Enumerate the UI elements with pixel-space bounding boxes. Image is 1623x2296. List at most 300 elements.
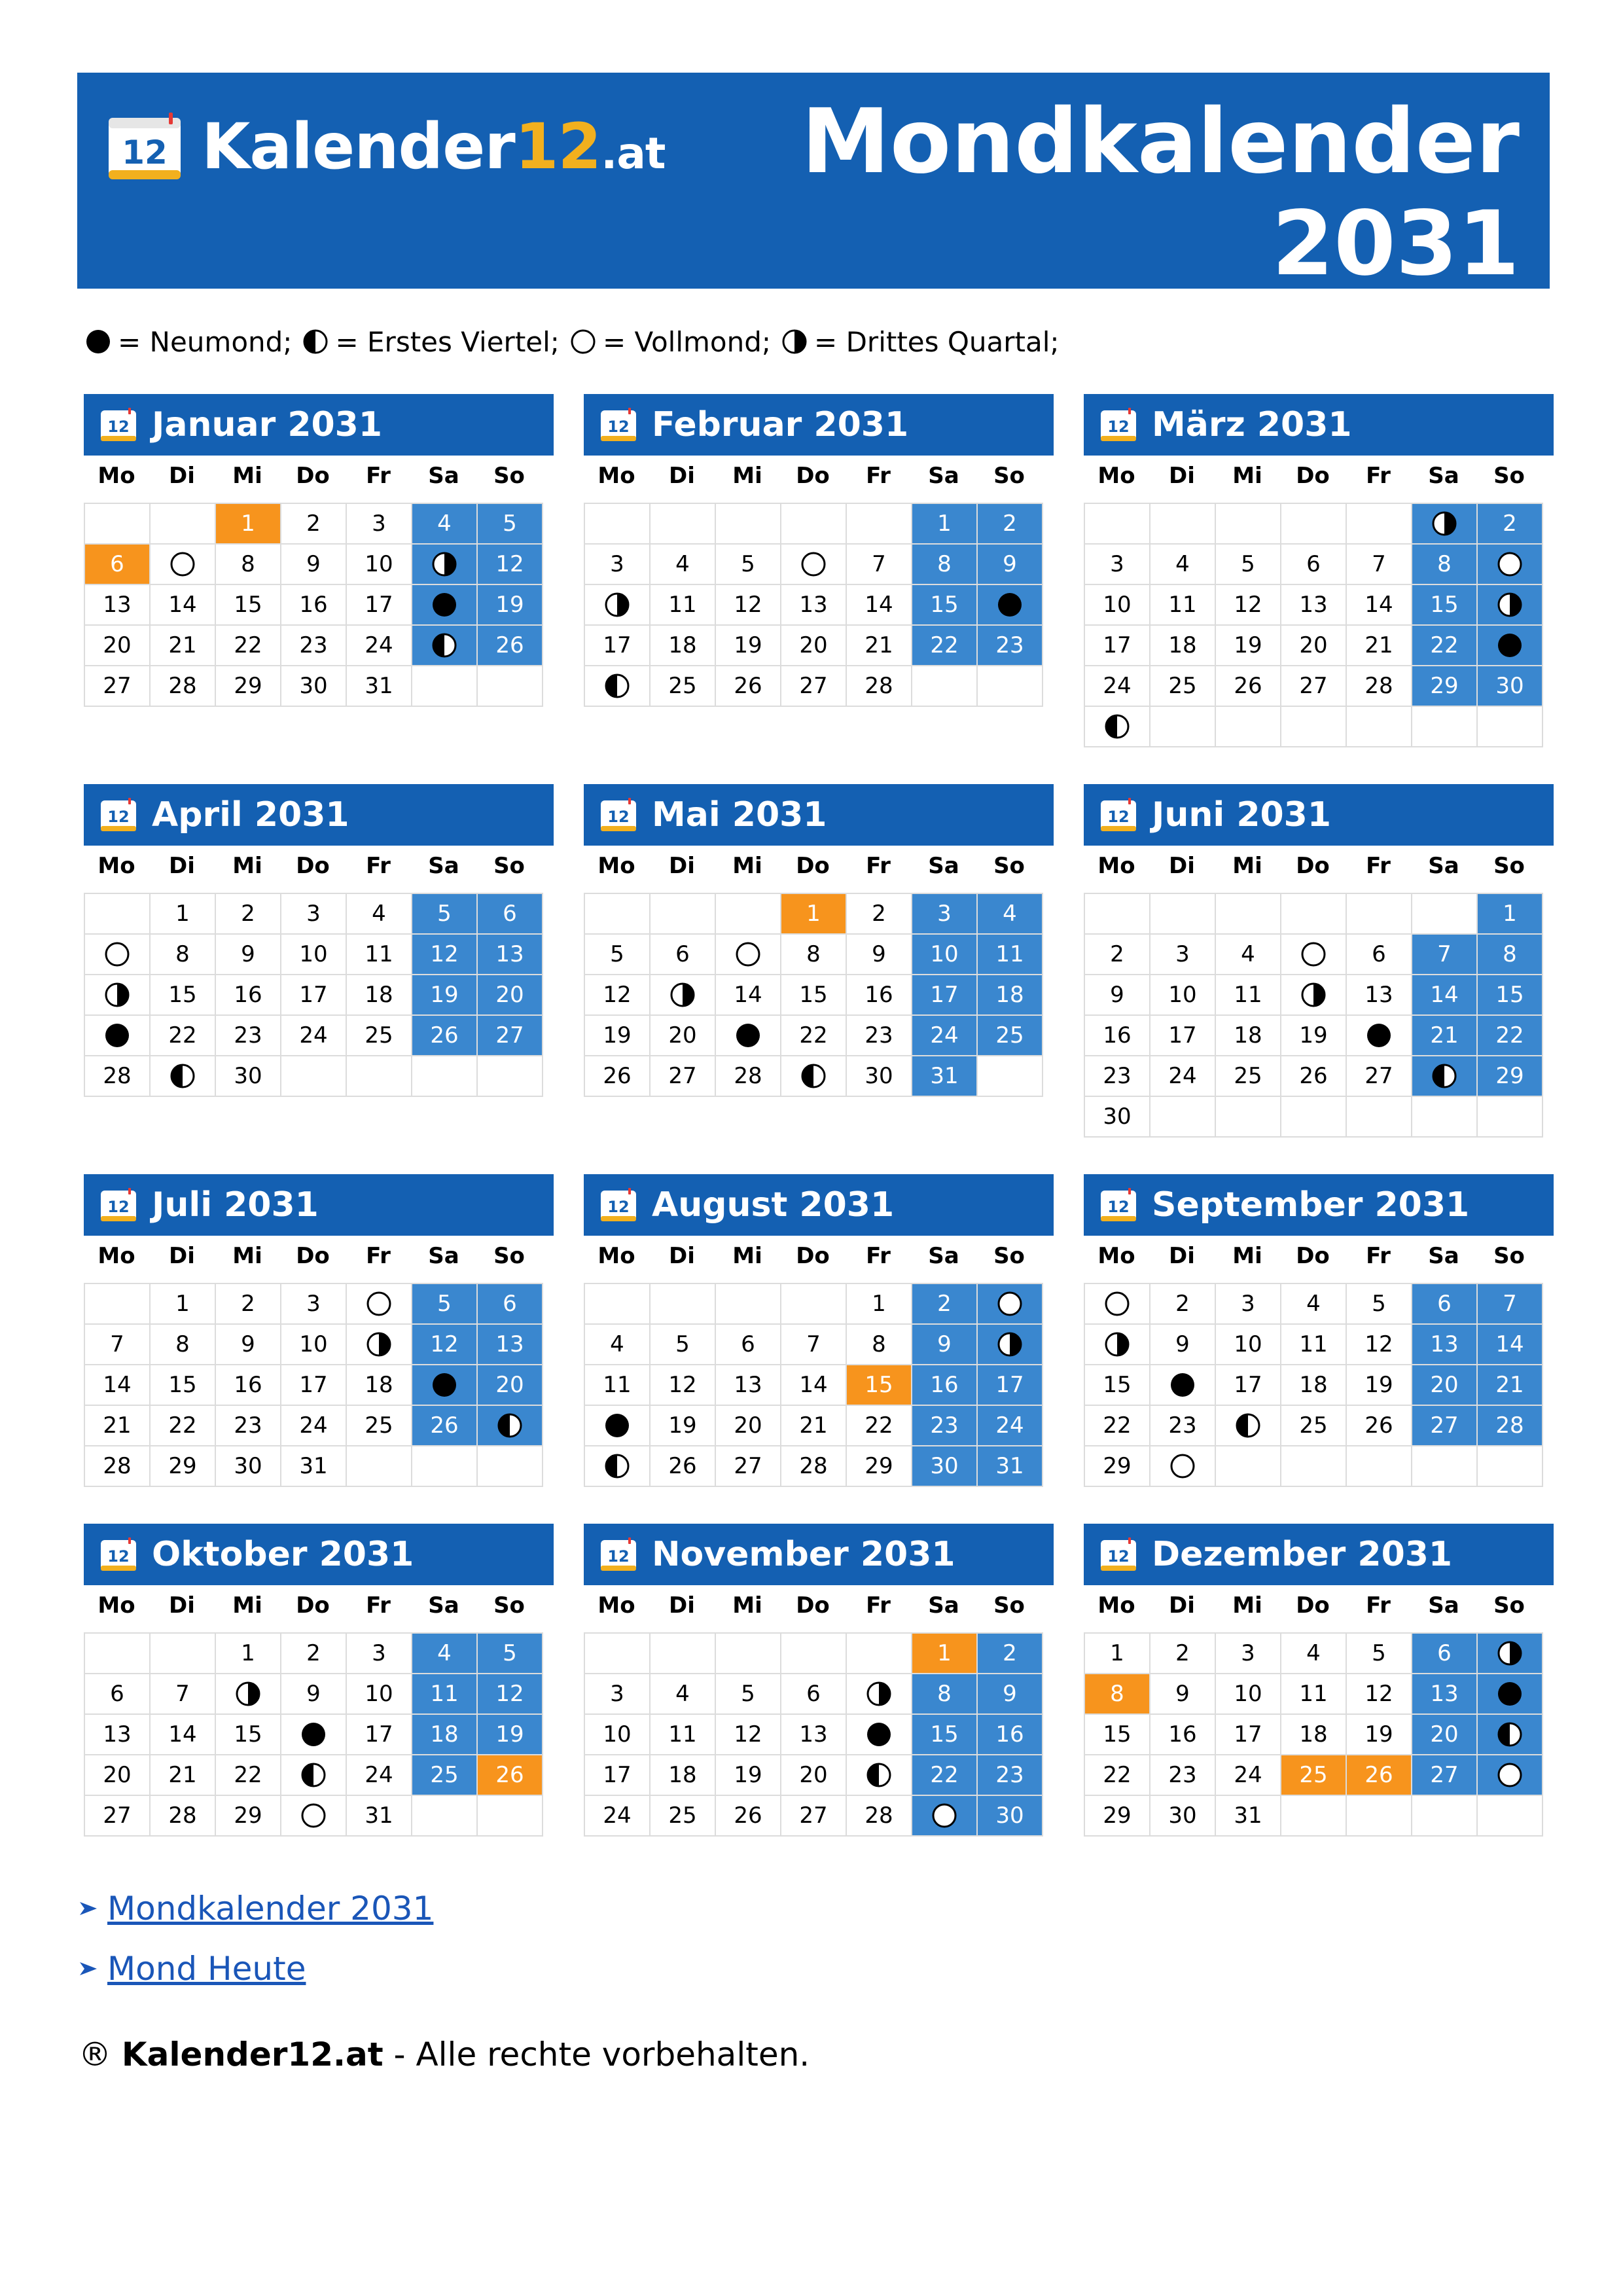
full-moon-icon (1104, 1291, 1130, 1317)
full-moon-icon (1300, 941, 1327, 967)
day-cell: 6 (1346, 933, 1412, 975)
day-cell (911, 1795, 978, 1837)
first-quarter-icon (800, 1063, 827, 1089)
day-cell: 22 (1084, 1405, 1150, 1446)
day-cell: 10 (911, 933, 978, 975)
empty-day-cell (1346, 503, 1412, 545)
weekday-label: Do (296, 1592, 330, 1619)
first-quarter-icon (1431, 1063, 1457, 1089)
day-cell: 31 (346, 665, 412, 707)
day-cell: 11 (1149, 584, 1216, 626)
day-cell: 14 (149, 1713, 216, 1755)
empty-day-cell (1476, 706, 1543, 747)
month-calendar (84, 394, 554, 706)
day-cell: 12 (1346, 1673, 1412, 1715)
day-cell: 22 (149, 1405, 216, 1446)
empty-day-cell (1149, 503, 1216, 545)
third-quarter-icon (997, 1331, 1023, 1357)
weekday-label: Sa (928, 1592, 959, 1619)
day-cell: 14 (149, 584, 216, 626)
month-title: Februar 2031 (652, 405, 909, 444)
day-cell: 10 (280, 933, 347, 975)
full-moon-icon (931, 1803, 957, 1829)
weekday-label: Mo (98, 1592, 135, 1619)
weekday-label: Fr (1366, 463, 1391, 489)
day-cell: 27 (715, 1445, 781, 1487)
day-cell: 14 (846, 584, 912, 626)
calendar-icon-number: 12 (1107, 1547, 1130, 1566)
day-cell: 11 (1280, 1323, 1347, 1365)
weekday-label: Mi (232, 1592, 262, 1619)
first-quarter-icon (604, 673, 630, 699)
weekday-label: Mo (1097, 853, 1135, 879)
day-cell: 9 (280, 543, 347, 585)
weekday-label: So (1493, 1592, 1525, 1619)
third-quarter-icon (1300, 982, 1327, 1008)
day-cell: 10 (1215, 1673, 1281, 1715)
day-cell: 25 (411, 1754, 478, 1796)
day-cell: 8 (149, 933, 216, 975)
day-cell: 21 (149, 1754, 216, 1796)
empty-day-cell (411, 1445, 478, 1487)
day-cell: 11 (584, 1364, 651, 1406)
weekday-label: Do (1296, 1592, 1330, 1619)
empty-day-cell (1346, 893, 1412, 935)
calendar-icon-number: 12 (1107, 1198, 1130, 1216)
day-cell (649, 974, 716, 1016)
footer-links (79, 1878, 433, 1999)
weekday-header-row (84, 1585, 554, 1626)
empty-day-cell (1215, 893, 1281, 935)
weekday-label: Fr (1366, 1243, 1391, 1269)
weekday-header-row (584, 846, 1054, 886)
new-moon-icon (1497, 1681, 1523, 1707)
empty-day-cell (1476, 1445, 1543, 1487)
title-line-2: 2031 (1272, 192, 1520, 296)
day-cell: 23 (976, 1754, 1043, 1796)
day-cell: 23 (911, 1405, 978, 1446)
third-quarter-icon (1431, 511, 1457, 537)
link-mondkalender-2031[interactable]: Mondkalender 2031 (107, 1890, 434, 1928)
full-moon-icon (169, 551, 196, 577)
day-cell: 20 (649, 1014, 716, 1056)
day-cell: 12 (411, 1323, 478, 1365)
day-cell (584, 665, 651, 707)
weekday-label: Mi (232, 1243, 262, 1269)
day-cell: 7 (780, 1323, 847, 1365)
empty-day-cell (280, 1055, 347, 1097)
empty-day-cell (476, 1795, 543, 1837)
day-cell: 3 (584, 543, 651, 585)
empty-day-cell (584, 503, 651, 545)
month-title: Dezember 2031 (1152, 1535, 1453, 1574)
day-cell (411, 584, 478, 626)
day-cell: 11 (1215, 974, 1281, 1016)
day-cell: 21 (846, 624, 912, 666)
day-cell: 4 (1149, 543, 1216, 585)
day-cell: 30 (215, 1445, 281, 1487)
day-cell (584, 584, 651, 626)
day-cell: 1 (780, 893, 847, 935)
third-quarter-icon (235, 1681, 261, 1707)
day-cell: 23 (215, 1014, 281, 1056)
day-cell: 2 (1476, 503, 1543, 545)
month-header (84, 784, 554, 846)
calendar-icon (99, 797, 137, 833)
empty-day-cell (1411, 706, 1478, 747)
weekday-label: Sa (1428, 1243, 1459, 1269)
day-cell (1280, 974, 1347, 1016)
day-cell: 13 (1280, 584, 1347, 626)
day-cell: 6 (1411, 1283, 1478, 1325)
day-cell: 13 (715, 1364, 781, 1406)
day-cell: 20 (715, 1405, 781, 1446)
day-cell: 15 (846, 1364, 912, 1406)
weekday-label: Di (1169, 463, 1195, 489)
empty-day-cell (84, 1632, 151, 1674)
day-cell: 27 (649, 1055, 716, 1097)
day-cell: 30 (846, 1055, 912, 1097)
day-cell: 16 (911, 1364, 978, 1406)
day-grid (584, 503, 1054, 706)
day-cell: 25 (346, 1405, 412, 1446)
day-cell: 28 (84, 1055, 151, 1097)
day-cell: 29 (1084, 1795, 1150, 1837)
weekday-header-row (1084, 1236, 1554, 1276)
day-cell (84, 974, 151, 1016)
day-cell: 9 (1084, 974, 1150, 1016)
weekday-label: Fr (366, 1592, 391, 1619)
day-cell: 9 (976, 1673, 1043, 1715)
empty-day-cell (149, 1632, 216, 1674)
weekday-label: Do (796, 1243, 830, 1269)
weekday-label: Sa (428, 1592, 459, 1619)
empty-day-cell (1084, 503, 1150, 545)
empty-day-cell (649, 893, 716, 935)
day-cell: 16 (215, 974, 281, 1016)
day-cell: 24 (1084, 665, 1150, 707)
day-cell: 3 (1084, 543, 1150, 585)
day-cell: 23 (280, 624, 347, 666)
day-cell (846, 1673, 912, 1715)
day-cell: 23 (846, 1014, 912, 1056)
weekday-label: So (493, 1243, 525, 1269)
day-cell: 2 (280, 503, 347, 545)
day-cell: 18 (1215, 1014, 1281, 1056)
day-cell: 8 (149, 1323, 216, 1365)
day-cell: 1 (1476, 893, 1543, 935)
legend-new-moon: = Neumond; (118, 325, 293, 358)
weekday-label: Di (1169, 1592, 1195, 1619)
calendar-icon (599, 1187, 637, 1223)
calendar-icon (599, 1537, 637, 1572)
day-cell: 13 (476, 933, 543, 975)
weekday-label: Di (669, 853, 695, 879)
weekday-header-row (84, 456, 554, 496)
third-quarter-icon (866, 1681, 892, 1707)
day-cell (1084, 706, 1150, 747)
day-cell: 23 (215, 1405, 281, 1446)
day-cell: 22 (780, 1014, 847, 1056)
day-cell: 31 (911, 1055, 978, 1097)
weekday-label: Di (669, 1243, 695, 1269)
day-cell: 13 (1411, 1323, 1478, 1365)
day-cell: 25 (1280, 1754, 1347, 1796)
month-calendar (84, 1524, 554, 1835)
day-cell: 1 (215, 1632, 281, 1674)
day-cell (476, 1405, 543, 1446)
calendar-icon-number: 12 (607, 808, 630, 826)
day-cell (780, 1055, 847, 1097)
weekday-label: Fr (1366, 1592, 1391, 1619)
month-title: August 2031 (652, 1185, 895, 1225)
new-moon-icon (104, 1022, 130, 1049)
month-title: April 2031 (152, 795, 349, 834)
new-moon-icon (866, 1721, 892, 1748)
day-cell: 2 (1084, 933, 1150, 975)
day-cell: 12 (476, 1673, 543, 1715)
day-cell: 11 (346, 933, 412, 975)
day-cell: 4 (1215, 933, 1281, 975)
day-cell: 17 (1084, 624, 1150, 666)
brand-prefix: Kalender (202, 110, 515, 183)
day-cell: 15 (1084, 1364, 1150, 1406)
registered-symbol: ® (79, 2036, 111, 2073)
month-calendar (1084, 1174, 1554, 1486)
first-quarter-icon (302, 329, 329, 355)
day-cell: 14 (715, 974, 781, 1016)
day-cell: 27 (476, 1014, 543, 1056)
day-cell: 22 (215, 624, 281, 666)
day-cell: 13 (1411, 1673, 1478, 1715)
day-cell (780, 543, 847, 585)
weekday-label: Di (169, 1243, 195, 1269)
calendar-icon-number: 12 (607, 418, 630, 436)
empty-day-cell (1280, 1795, 1347, 1837)
weekday-label: Fr (366, 1243, 391, 1269)
day-cell: 28 (846, 665, 912, 707)
month-header (84, 1174, 554, 1236)
day-cell: 3 (1149, 933, 1216, 975)
empty-day-cell (1411, 1795, 1478, 1837)
weekday-label: Di (169, 1592, 195, 1619)
month-header (84, 1524, 554, 1585)
day-cell: 26 (1346, 1405, 1412, 1446)
weekday-header-row (1084, 846, 1554, 886)
month-calendar (1084, 394, 1554, 746)
empty-day-cell (411, 1795, 478, 1837)
day-cell (1476, 543, 1543, 585)
calendar-icon-number: 12 (107, 418, 130, 436)
day-cell (715, 1014, 781, 1056)
weekday-label: Mo (1097, 1592, 1135, 1619)
day-cell (976, 584, 1043, 626)
day-cell: 26 (476, 624, 543, 666)
day-cell: 4 (649, 543, 716, 585)
day-cell (1280, 933, 1347, 975)
day-cell: 5 (649, 1323, 716, 1365)
day-cell: 5 (411, 1283, 478, 1325)
third-quarter-icon (104, 982, 130, 1008)
day-cell: 25 (1215, 1055, 1281, 1097)
day-cell: 5 (1346, 1632, 1412, 1674)
day-cell: 2 (1149, 1632, 1216, 1674)
weekday-label: Fr (1366, 853, 1391, 879)
month-calendar (584, 784, 1054, 1096)
day-cell: 16 (846, 974, 912, 1016)
weekday-label: Sa (1428, 853, 1459, 879)
day-cell (1476, 1713, 1543, 1755)
new-moon-icon (1497, 632, 1523, 658)
weekday-label: Do (1296, 463, 1330, 489)
day-cell: 14 (84, 1364, 151, 1406)
day-cell: 20 (1280, 624, 1347, 666)
day-cell: 21 (149, 624, 216, 666)
day-cell: 19 (1346, 1364, 1412, 1406)
day-cell: 13 (476, 1323, 543, 1365)
day-cell: 17 (1149, 1014, 1216, 1056)
month-title: Juni 2031 (1152, 795, 1332, 834)
first-quarter-icon (169, 1063, 196, 1089)
day-cell: 2 (215, 1283, 281, 1325)
day-cell: 30 (215, 1055, 281, 1097)
weekday-label: Mi (732, 1243, 762, 1269)
day-cell: 3 (346, 503, 412, 545)
weekday-header-row (584, 1236, 1054, 1276)
day-cell: 17 (584, 1754, 651, 1796)
day-cell (1476, 1632, 1543, 1674)
empty-day-cell (1149, 1096, 1216, 1138)
day-cell: 13 (84, 584, 151, 626)
weekday-header-row (84, 1236, 554, 1276)
month-calendar (1084, 784, 1554, 1136)
day-cell: 15 (1084, 1713, 1150, 1755)
day-cell: 30 (1476, 665, 1543, 707)
empty-day-cell (846, 503, 912, 545)
empty-day-cell (1280, 503, 1347, 545)
day-cell: 24 (1149, 1055, 1216, 1097)
first-quarter-icon (300, 1762, 327, 1788)
day-cell: 20 (476, 1364, 543, 1406)
weekday-header-row (1084, 456, 1554, 496)
day-cell: 1 (846, 1283, 912, 1325)
calendar-icon (1099, 1187, 1137, 1223)
month-header (1084, 394, 1554, 456)
link-mond-heute[interactable]: Mond Heute (107, 1950, 306, 1988)
month-title: Juli 2031 (152, 1185, 319, 1225)
day-cell: 16 (1149, 1713, 1216, 1755)
day-cell: 3 (584, 1673, 651, 1715)
full-moon-icon (735, 941, 761, 967)
day-cell: 1 (1084, 1632, 1150, 1674)
day-cell: 19 (1280, 1014, 1347, 1056)
day-cell: 6 (1411, 1632, 1478, 1674)
full-moon-icon (1169, 1453, 1196, 1479)
calendar-icon-number: 12 (107, 1198, 130, 1216)
day-cell (280, 1754, 347, 1796)
day-cell: 20 (1411, 1364, 1478, 1406)
weekday-label: Mo (597, 463, 635, 489)
empty-day-cell (584, 1283, 651, 1325)
day-cell: 9 (1149, 1323, 1216, 1365)
day-cell: 14 (1476, 1323, 1543, 1365)
day-grid (1084, 503, 1554, 746)
day-cell: 19 (1346, 1713, 1412, 1755)
weekday-label: Mo (98, 463, 135, 489)
day-cell: 5 (584, 933, 651, 975)
empty-day-cell (1084, 893, 1150, 935)
weekday-label: So (993, 853, 1025, 879)
new-moon-icon (431, 592, 457, 618)
empty-day-cell (1149, 893, 1216, 935)
day-cell: 6 (780, 1673, 847, 1715)
day-cell: 21 (84, 1405, 151, 1446)
day-cell: 15 (911, 584, 978, 626)
weekday-label: Di (669, 463, 695, 489)
day-cell: 19 (715, 624, 781, 666)
empty-day-cell (715, 503, 781, 545)
day-cell: 26 (1215, 665, 1281, 707)
calendar-icon (99, 1187, 137, 1223)
weekday-label: Mo (1097, 1243, 1135, 1269)
day-cell: 4 (1280, 1283, 1347, 1325)
brand-logo[interactable] (106, 108, 665, 185)
day-cell: 28 (1346, 665, 1412, 707)
weekday-label: Sa (928, 1243, 959, 1269)
day-cell: 23 (1149, 1754, 1216, 1796)
link-row-mondkalender (79, 1878, 433, 1939)
day-cell: 25 (346, 1014, 412, 1056)
third-quarter-icon (669, 982, 696, 1008)
first-quarter-icon (497, 1412, 523, 1439)
day-cell: 17 (911, 974, 978, 1016)
weekday-label: Mi (1232, 1243, 1262, 1269)
weekday-label: Fr (366, 853, 391, 879)
arrow-right-icon (79, 1960, 98, 1978)
day-cell: 4 (1280, 1632, 1347, 1674)
day-cell: 5 (715, 543, 781, 585)
day-cell: 25 (1149, 665, 1216, 707)
day-cell: 30 (280, 665, 347, 707)
day-cell: 12 (584, 974, 651, 1016)
day-cell: 21 (1346, 624, 1412, 666)
day-cell: 16 (1084, 1014, 1150, 1056)
day-cell: 24 (346, 624, 412, 666)
weekday-label: Di (169, 463, 195, 489)
first-quarter-icon (431, 632, 457, 658)
day-cell: 6 (1280, 543, 1347, 585)
third-quarter-icon (366, 1331, 392, 1357)
weekday-label: So (993, 1592, 1025, 1619)
day-cell: 28 (715, 1055, 781, 1097)
third-quarter-icon (1497, 592, 1523, 618)
day-cell: 26 (1346, 1754, 1412, 1796)
day-cell: 29 (215, 1795, 281, 1837)
weekday-label: Mi (232, 463, 262, 489)
day-cell: 7 (1411, 933, 1478, 975)
empty-day-cell (649, 1632, 716, 1674)
day-cell: 18 (1149, 624, 1216, 666)
day-cell: 2 (215, 893, 281, 935)
weekday-label: Mo (597, 853, 635, 879)
new-moon-icon (1366, 1022, 1392, 1049)
weekday-label: Mo (597, 1243, 635, 1269)
full-moon-icon (800, 551, 827, 577)
empty-day-cell (976, 665, 1043, 707)
day-grid (84, 503, 554, 706)
day-cell: 15 (215, 1713, 281, 1755)
day-cell: 22 (149, 1014, 216, 1056)
